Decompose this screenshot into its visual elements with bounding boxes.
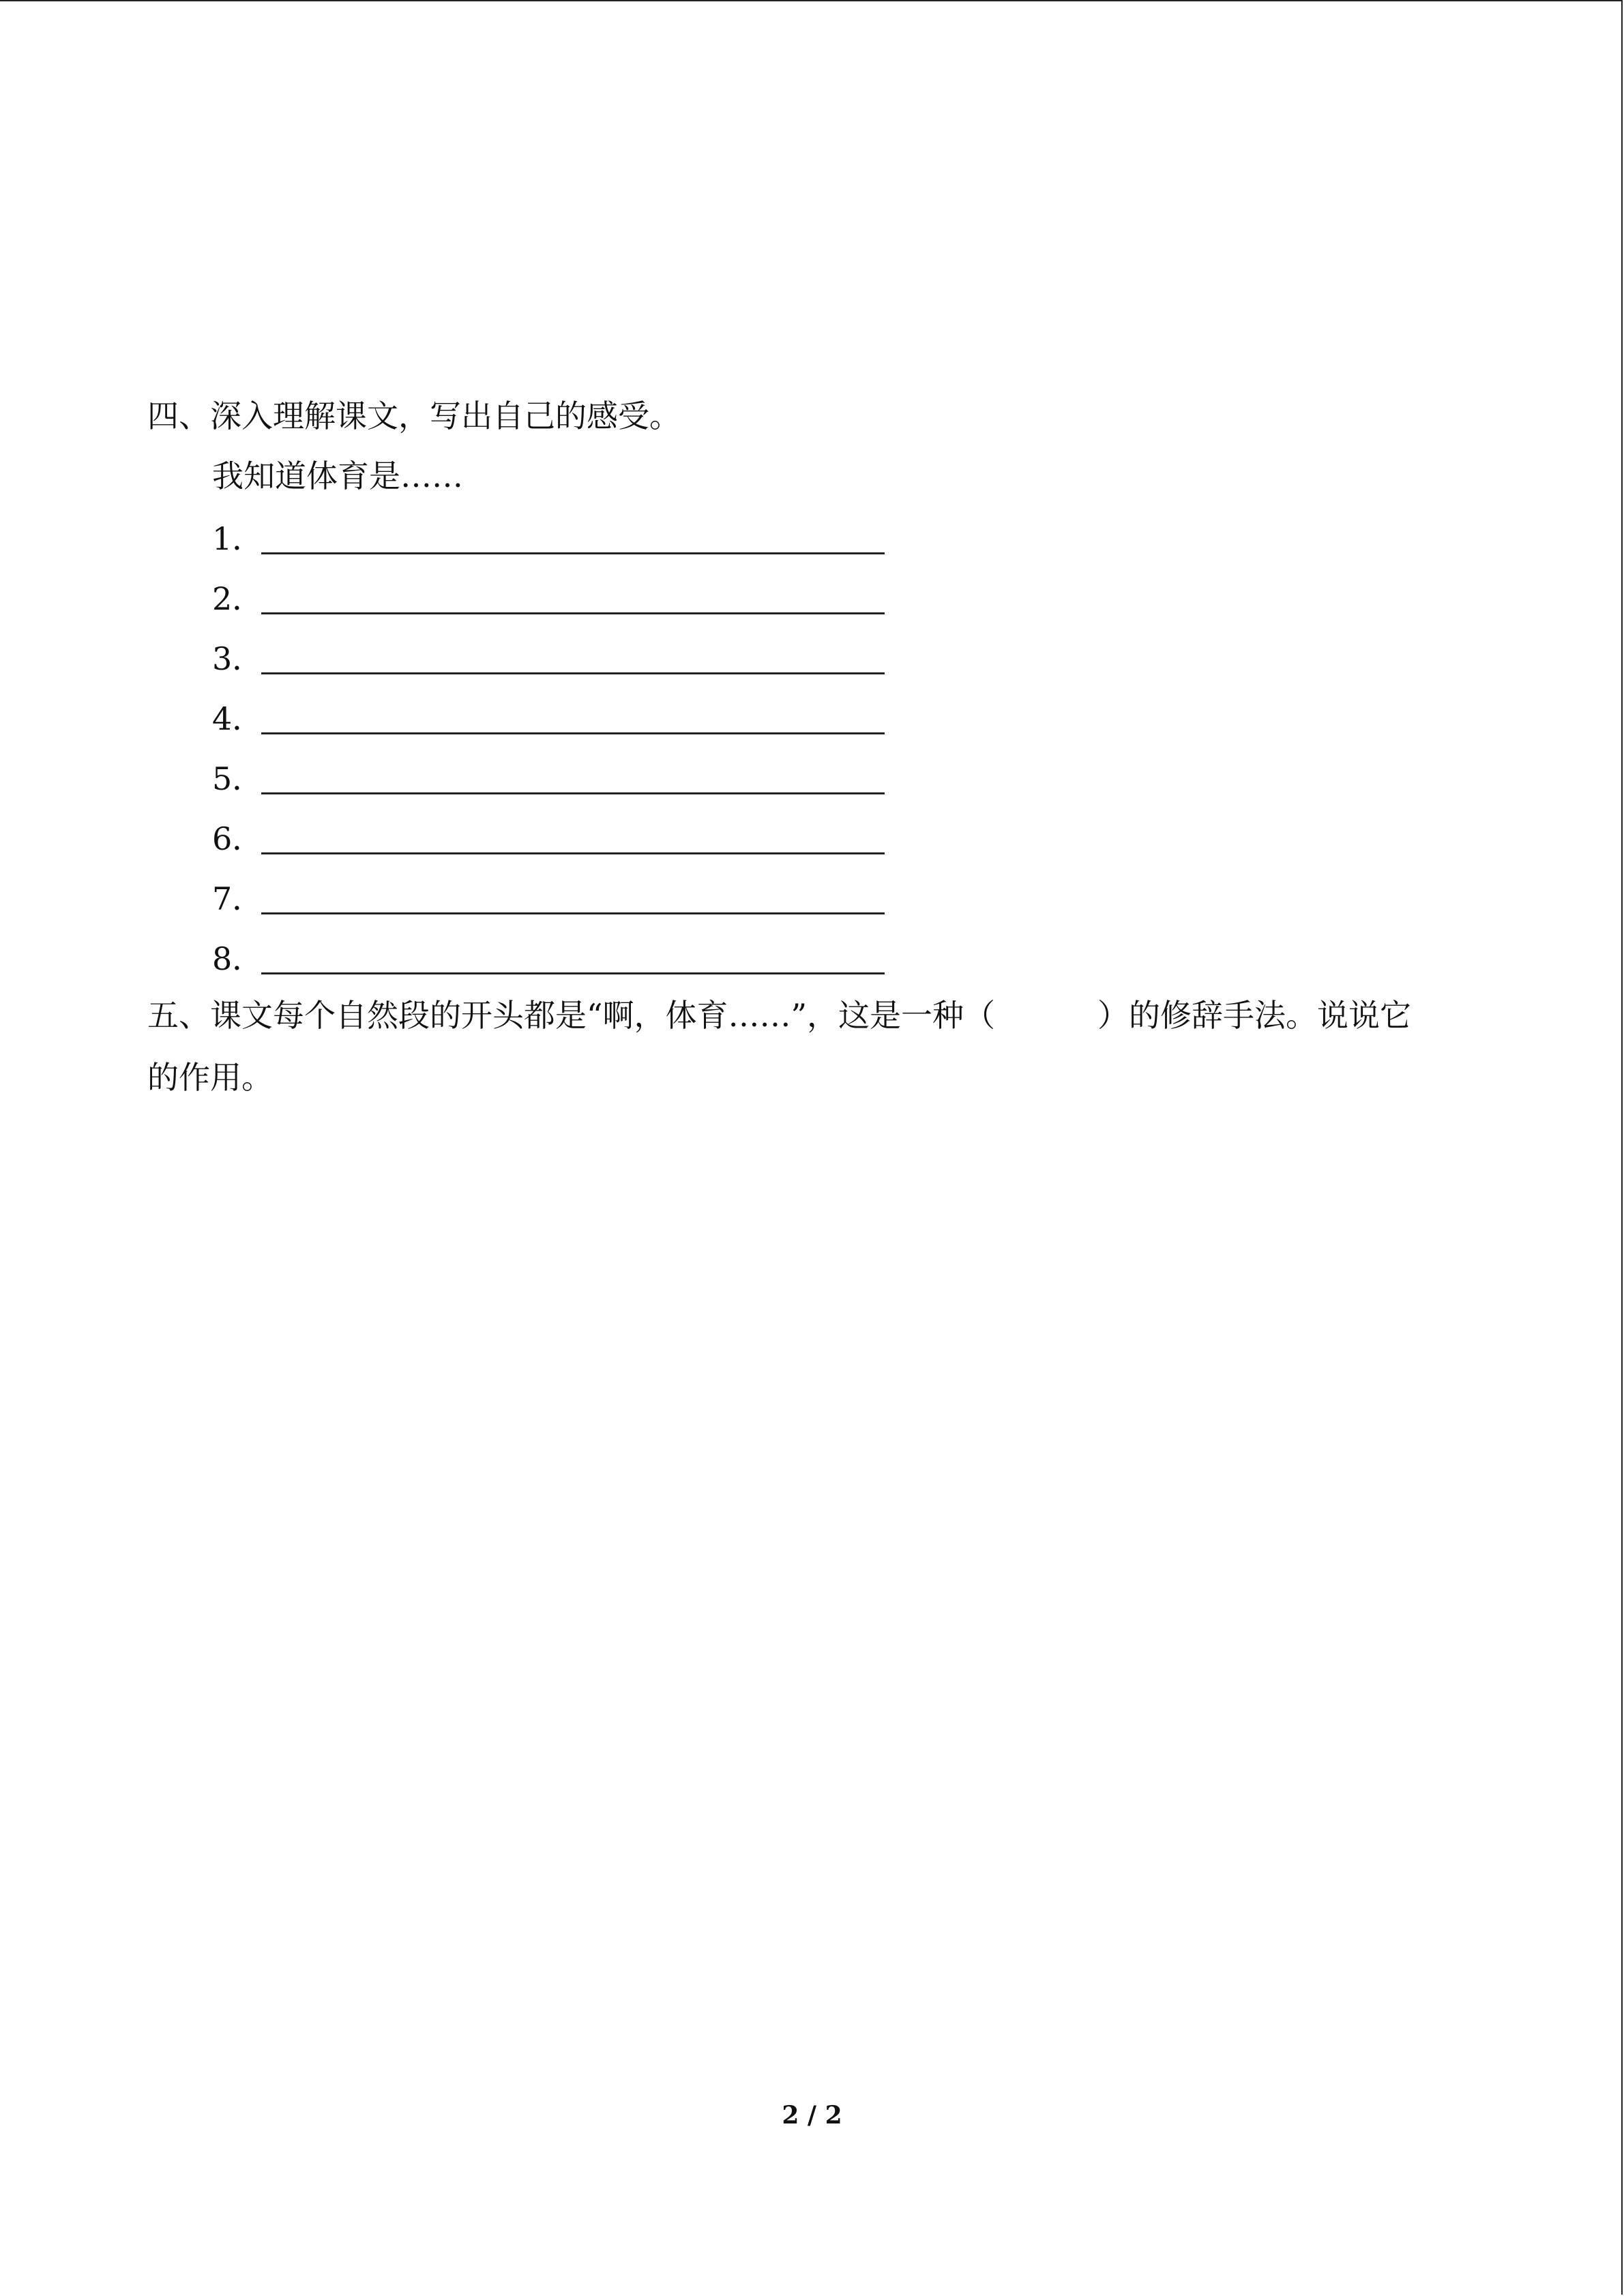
answer-line-7[interactable] [212,878,894,919]
page-number: 2 / 2 [782,2101,842,2130]
question-4-prompt: 我知道体育是…… [212,458,463,494]
answer-line-3[interactable] [212,638,894,679]
answer-number: 3． [212,640,264,677]
answer-number: 7． [212,880,264,917]
answer-number: 5． [212,760,264,797]
answer-number: 6． [212,820,264,857]
answer-line-5[interactable] [212,758,894,799]
answer-line-1[interactable] [212,518,894,559]
answer-number: 1． [212,520,264,557]
question-5-after-blank: ）的修辞手法。说说它 [1097,997,1412,1034]
question-5-text [147,995,1411,1036]
answer-line-4[interactable] [212,698,894,739]
answer-line-6[interactable] [212,818,894,859]
question-5-before-blank: 五、课文每个自然段的开头都是“啊，体育……”，这是一种（ [147,997,996,1034]
answer-underline [261,732,885,734]
answer-underline [261,672,885,674]
answer-number: 4． [212,700,264,737]
answer-number: 8． [212,940,264,977]
answer-line-2[interactable] [212,578,894,619]
answer-underline [261,852,885,854]
answer-underline [261,552,885,554]
answer-underline [261,612,885,614]
question-5-line-2: 的作用。 [147,1059,273,1096]
answer-underline [261,912,885,914]
question-4-title: 四、深入理解课文，写出自己的感受。 [147,398,681,434]
answer-number: 2． [212,580,264,617]
answer-line-8[interactable] [212,938,894,979]
answer-underline [261,792,885,794]
answer-underline [261,972,885,974]
